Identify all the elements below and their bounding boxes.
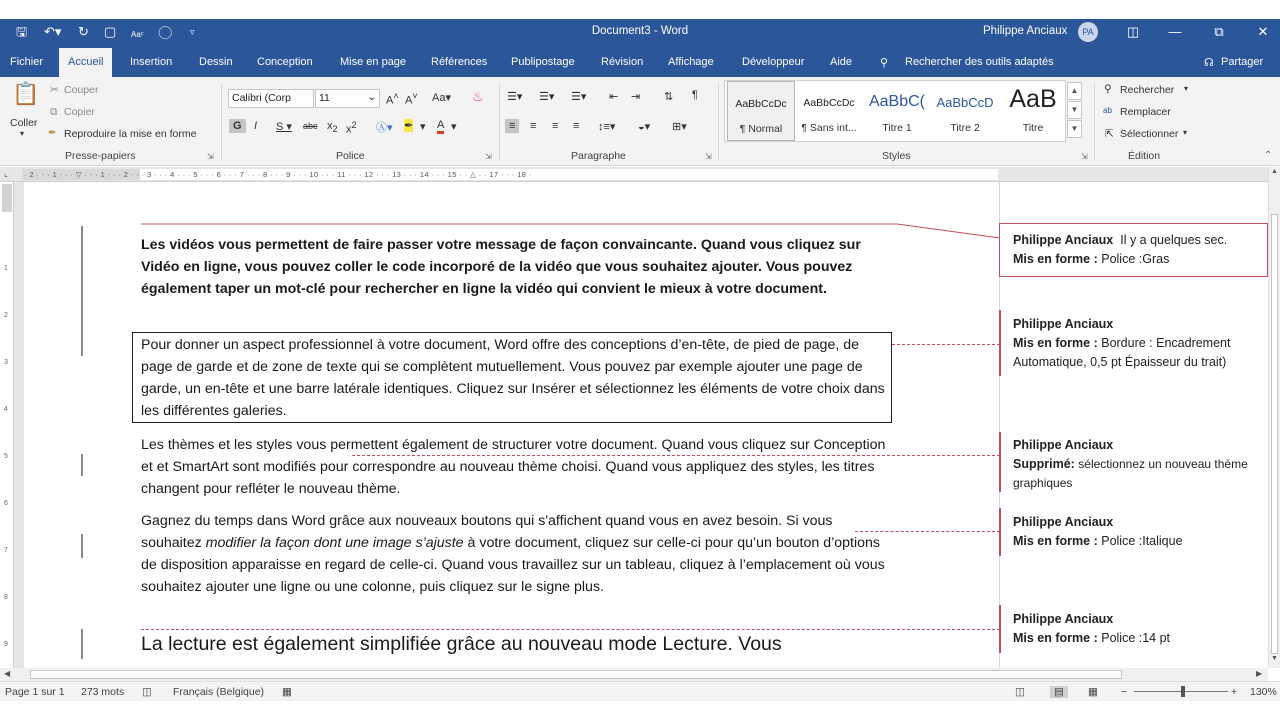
tab-developpeur[interactable]: Développeur	[742, 56, 805, 68]
tab-affichage[interactable]: Affichage	[668, 56, 714, 68]
ribbon	[0, 77, 1280, 166]
connector-line	[141, 629, 1000, 630]
style-heading-2[interactable]	[931, 81, 999, 141]
styles-gallery	[724, 80, 1066, 142]
status-bar	[0, 681, 1280, 701]
select-dropdown-icon[interactable]: ▾	[1183, 128, 1188, 137]
save-icon[interactable]: 🖫	[16, 24, 28, 39]
styles-launcher-icon[interactable]: ⇲	[1081, 152, 1088, 161]
cut-button[interactable]: Couper	[64, 84, 99, 96]
style-preview: AaB	[1009, 85, 1057, 113]
copy-button[interactable]: Copier	[64, 106, 95, 118]
text-effects-icon[interactable]: Ⓐ▾	[376, 122, 393, 134]
font-group-label: Police	[336, 150, 365, 162]
replace-icon[interactable]: ab	[1103, 106, 1112, 115]
clipboard-launcher-icon[interactable]: ⇲	[207, 152, 214, 161]
ribbon-tabs	[0, 45, 1280, 77]
comment-1[interactable]	[1013, 231, 1268, 269]
scroll-thumb[interactable]	[1271, 214, 1278, 654]
style-normal[interactable]	[727, 81, 795, 141]
comment-label: Mis en forme :	[1013, 534, 1098, 548]
search-icon[interactable]: ⚲	[1104, 83, 1112, 95]
redo-icon[interactable]: ↻	[78, 24, 89, 39]
proofing-icon[interactable]: ◫	[142, 686, 152, 698]
new-document-icon[interactable]: ▢	[104, 24, 117, 39]
ruler-tick: 8	[4, 594, 8, 601]
scroll-down-icon[interactable]: ▼	[1271, 655, 1278, 662]
ruler-tick: 6	[4, 500, 8, 507]
paragraph-4-text: à votre document, cliquez sur celle-ci pour qu’un bouton d’options de disposition apparaisse en regard de celle-ci. Quand vous travaillez sur un tableau, cliquez à l’emplacement où vous souhaitez ajouter une ligne ou une colonne, puis cliquez sur le signe plus.	[141, 535, 885, 595]
justify-button[interactable]: ≡	[573, 120, 580, 132]
paste-icon[interactable]: 📋	[12, 81, 40, 106]
document-title: Document3 - Word	[591, 25, 689, 37]
style-no-spacing[interactable]	[795, 81, 863, 141]
connector-line	[141, 224, 1000, 238]
comment-detail: Police :14 pt	[1101, 631, 1171, 645]
decrease-indent-icon[interactable]: ⇤	[609, 91, 619, 103]
comment-border	[999, 508, 1001, 556]
tab-accueil[interactable]: Accueil	[59, 48, 112, 77]
paragraph-5[interactable]: La lecture est également simplifiée grâce au nouveau mode Lecture. Vous	[141, 633, 782, 655]
font-color-icon[interactable]: A	[437, 119, 444, 134]
editing-group-label: Édition	[1128, 150, 1161, 162]
format-painter-icon[interactable]: ✒	[48, 127, 57, 139]
paragraph-2[interactable]: Pour donner un aspect professionnel à votre document, Word offre des conceptions d’en-tête, de pied de page, de page de garde et de zone de texte qui se complètent mutuellement. Vous pouvez par exemple ajouter une page de garde, un en-tête et une barre latérale identiques. Cliquez sur Insérer et sélectionnez les éléments de votre choix dans les différentes galeries.	[141, 337, 885, 419]
connector-line	[855, 531, 1000, 532]
tab-references[interactable]: Références	[431, 56, 488, 68]
paste-dropdown-icon[interactable]: ▾	[20, 129, 25, 138]
ruler-tick: 2	[4, 312, 8, 319]
comment-4[interactable]	[1013, 513, 1268, 551]
comment-author: Philippe Anciaux	[1013, 317, 1114, 331]
comment-time: Il y a quelques sec.	[1120, 233, 1228, 247]
copy-icon[interactable]: ⧉	[50, 106, 58, 118]
chevron-down-icon: ⌄	[367, 91, 376, 103]
comment-author: Philippe Anciaux	[1013, 612, 1114, 626]
tab-insertion[interactable]: Insertion	[130, 56, 173, 68]
italic-button[interactable]: I	[254, 120, 258, 132]
ruler-tick: 1	[4, 265, 8, 272]
comment-detail: Bordure : Encadrement	[1101, 336, 1231, 350]
align-center-button[interactable]: ≡	[530, 120, 537, 132]
clipboard-group-label: Presse-papiers	[65, 150, 136, 162]
separator	[499, 83, 500, 161]
macro-record-icon[interactable]: ▦	[282, 686, 292, 698]
user-name[interactable]: Philippe Anciaux	[983, 25, 1068, 37]
tab-fichier[interactable]: Fichier	[10, 56, 44, 68]
vertical-scrollbar[interactable]	[1268, 167, 1280, 668]
tab-conception[interactable]: Conception	[257, 56, 313, 68]
comment-detail: Police :Gras	[1101, 252, 1170, 266]
bold-button[interactable]: G	[229, 119, 246, 133]
style-preview: AaBbCcDc	[803, 97, 855, 109]
paragraph-4-text: Gagnez du temps dans Word grâce aux nouveaux boutons qui s'affichent quand vous en avez besoin. Si vous souhaitez	[141, 513, 833, 551]
tell-me-search[interactable]: Rechercher des outils adaptés	[905, 56, 1054, 68]
align-right-button[interactable]: ≡	[552, 120, 559, 132]
scroll-up-icon[interactable]: ▲	[1271, 168, 1278, 175]
document-area	[0, 182, 1268, 668]
style-preview: AaBbC(	[868, 93, 926, 110]
zoom-in-icon[interactable]: +	[1231, 686, 1238, 698]
share-icon[interactable]: ☊	[1204, 57, 1214, 69]
bullets-icon[interactable]: ☰▾	[507, 91, 523, 103]
comment-detail: Automatique, 0,5 pt Épaisseur du trait)	[1013, 355, 1227, 369]
comment-5[interactable]	[1013, 610, 1268, 648]
cut-icon[interactable]: ✂	[50, 84, 59, 96]
tab-dessin[interactable]: Dessin	[199, 56, 233, 68]
cursor-icon[interactable]: ⇱	[1105, 128, 1114, 140]
paste-button[interactable]: Coller	[10, 117, 38, 129]
font-name-combo[interactable]: Calibri (Corp	[228, 89, 314, 108]
underline-button[interactable]: S ▾	[276, 121, 292, 133]
paragraph-group-label: Paragraphe	[571, 150, 626, 162]
paragraph-3[interactable]: Les thèmes et les styles vous permettent également de structurer votre document. Quand vous cliquez sur Conception et et SmartArt sont modifiés pour correspondre au nouveau thème choisi. Quand vous appliquez des styles, les titres changent pour refléter le nouveau thème.	[141, 437, 886, 497]
shrink-font-button[interactable]: A˅	[405, 91, 418, 107]
numbering-icon[interactable]: ☰▾	[539, 91, 555, 103]
highlight-icon[interactable]: ✒	[404, 120, 414, 132]
comment-author: Philippe Anciaux	[1013, 233, 1114, 247]
tab-publipostage[interactable]: Publipostage	[511, 56, 575, 68]
page-count[interactable]: Page 1 sur 1	[5, 686, 65, 698]
tab-mise-en-page[interactable]: Mise en page	[340, 56, 407, 68]
shading-icon[interactable]: ◒▾	[638, 121, 651, 133]
title-bar	[0, 19, 1280, 45]
ruler-tick: 4	[4, 406, 8, 413]
style-label: Titre 1	[882, 122, 912, 134]
highlight-dropdown-icon[interactable]: ▾	[420, 121, 426, 133]
format-painter-button[interactable]: Reproduire la mise en forme	[64, 128, 197, 140]
style-preview: AaBbCcDc	[735, 98, 787, 110]
horizontal-ruler[interactable]	[0, 167, 1280, 182]
minimize-icon[interactable]: —	[1168, 24, 1182, 39]
subscript-button[interactable]: $x_2$	[327, 120, 338, 135]
comment-author: Philippe Anciaux	[1013, 515, 1114, 529]
replace-button[interactable]: Remplacer	[1120, 106, 1171, 118]
ruler-tick: 3	[4, 359, 8, 366]
ruler-scale: · 2 · · · 1 · · · ▽ · · · 1 · · · 2 · · · 3 · · · 4 · · · 5 · · · 6 · · · 7 · · · 8 · · · 9 · · · 10 · · · 11 · · · 12 · · · 13 · · · 14 · · · 15 · · △ · · 17 · · · 18 ·	[24, 170, 532, 179]
show-marks-icon[interactable]: ¶	[692, 89, 698, 101]
styles-group-label: Styles	[882, 150, 911, 162]
italic-text: modifier la façon dont une image s’ajuste	[205, 535, 464, 551]
style-title[interactable]	[999, 81, 1067, 141]
zoom-out-icon[interactable]: −	[1121, 686, 1128, 698]
multilevel-list-icon[interactable]: ☰▾	[571, 91, 587, 103]
comment-2[interactable]	[1013, 315, 1268, 372]
sort-icon[interactable]: ⇅	[664, 91, 674, 103]
style-preview: AaBbCcD	[936, 95, 994, 110]
lightbulb-icon: ⚲	[880, 57, 889, 69]
collapse-ribbon-icon[interactable]: ⌃	[1264, 150, 1273, 161]
comment-detail: Police :Italique	[1101, 534, 1183, 548]
paragraph-launcher-icon[interactable]: ⇲	[705, 152, 712, 161]
find-button[interactable]: Rechercher	[1120, 84, 1175, 96]
select-button[interactable]: Sélectionner	[1120, 128, 1179, 140]
separator	[718, 83, 719, 161]
horizontal-scrollbar[interactable]	[0, 668, 1268, 681]
style-label: ¶ Sans int...	[801, 122, 857, 134]
comment-label: Supprimé:	[1013, 457, 1075, 471]
separator	[221, 83, 222, 161]
comment-label: Mis en forme :	[1013, 631, 1098, 645]
style-label: Titre 2	[950, 122, 980, 134]
font-color-dropdown-icon[interactable]: ▾	[451, 121, 457, 133]
autoformat-icon[interactable]: Aaᶜ	[131, 30, 144, 39]
comment-label: Mis en forme :	[1013, 252, 1098, 266]
ruler-tick: 7	[4, 547, 8, 554]
font-size-combo[interactable]	[315, 89, 380, 108]
share-button[interactable]: Partager	[1221, 56, 1264, 68]
comment-border	[999, 605, 1001, 653]
tab-aide[interactable]: Aide	[830, 56, 853, 68]
style-label: ¶ Normal	[739, 123, 783, 135]
line-spacing-icon[interactable]: ↕≡▾	[598, 121, 616, 133]
connector-line	[352, 455, 1000, 456]
superscript-button[interactable]: $x^2$	[346, 120, 357, 136]
scroll-left-icon[interactable]: ◀	[4, 669, 11, 678]
style-label: Titre	[1022, 122, 1044, 134]
touch-mode-icon[interactable]: ◯	[158, 24, 173, 39]
comment-detail: sélectionnez un nouveau thème	[1078, 457, 1248, 471]
styles-scroll-up-icon[interactable]: ▲	[1067, 82, 1082, 100]
grow-font-button[interactable]: A˄	[386, 91, 399, 107]
font-size-value: 11	[319, 92, 330, 104]
comment-label: Mis en forme :	[1013, 336, 1098, 350]
customize-quick-access-icon[interactable]: ▿	[190, 27, 195, 37]
scroll-right-icon[interactable]: ▶	[1256, 669, 1263, 678]
read-mode-icon[interactable]: ◫	[1015, 686, 1025, 698]
increase-indent-icon[interactable]: ⇥	[631, 91, 641, 103]
tab-selector-icon[interactable]: ⌞	[4, 169, 8, 178]
tab-revision[interactable]: Révision	[601, 56, 644, 68]
comment-border	[999, 432, 1001, 492]
ruler-tick: 9	[4, 641, 8, 648]
avatar[interactable]: PA	[1078, 22, 1098, 42]
separator	[1094, 83, 1095, 161]
comment-border	[999, 310, 1001, 376]
clear-formatting-icon[interactable]: ♨	[472, 89, 484, 104]
close-icon[interactable]: ✕	[1257, 24, 1269, 39]
borders-icon[interactable]: ⊞▾	[672, 121, 687, 133]
scroll-thumb[interactable]	[30, 670, 1122, 679]
word-count[interactable]: 273 mots	[81, 686, 125, 698]
zoom-level[interactable]: 130%	[1250, 686, 1277, 698]
ribbon-display-options-icon[interactable]: ◫	[1126, 24, 1140, 39]
undo-icon[interactable]: ↶▾	[44, 24, 62, 39]
change-case-button[interactable]: Aa▾	[432, 92, 451, 104]
connector-line	[892, 344, 1000, 345]
comment-3[interactable]	[1013, 436, 1268, 493]
styles-more-icon[interactable]: ▼	[1067, 120, 1082, 138]
ruler-tick: 5	[4, 453, 8, 460]
restore-icon[interactable]: ⧉	[1214, 24, 1224, 39]
print-layout-icon[interactable]: ▤	[1050, 686, 1068, 698]
strikethrough-button[interactable]: abc	[303, 121, 318, 131]
font-launcher-icon[interactable]: ⇲	[485, 152, 492, 161]
comment-detail: graphiques	[1013, 476, 1073, 490]
comment-author: Philippe Anciaux	[1013, 438, 1114, 452]
styles-scroll-down-icon[interactable]: ▼	[1067, 101, 1082, 119]
align-left-button[interactable]: ≡	[505, 119, 519, 133]
find-dropdown-icon[interactable]: ▾	[1184, 84, 1189, 93]
style-heading-1[interactable]	[863, 81, 931, 141]
paragraph-1[interactable]: Les vidéos vous permettent de faire passer votre message de façon convaincante. Quand vous cliquez sur Vidéo en ligne, vous pouvez coller le code incorporé de la vidéo que vous souhaitez ajouter. Vous pouvez également taper un mot-clé pour rechercher en ligne la vidéo qui convient le mieux à votre document.	[141, 237, 861, 297]
zoom-slider-thumb[interactable]	[1181, 686, 1185, 697]
web-layout-icon[interactable]: ▦	[1088, 686, 1098, 698]
language[interactable]: Français (Belgique)	[173, 686, 265, 698]
